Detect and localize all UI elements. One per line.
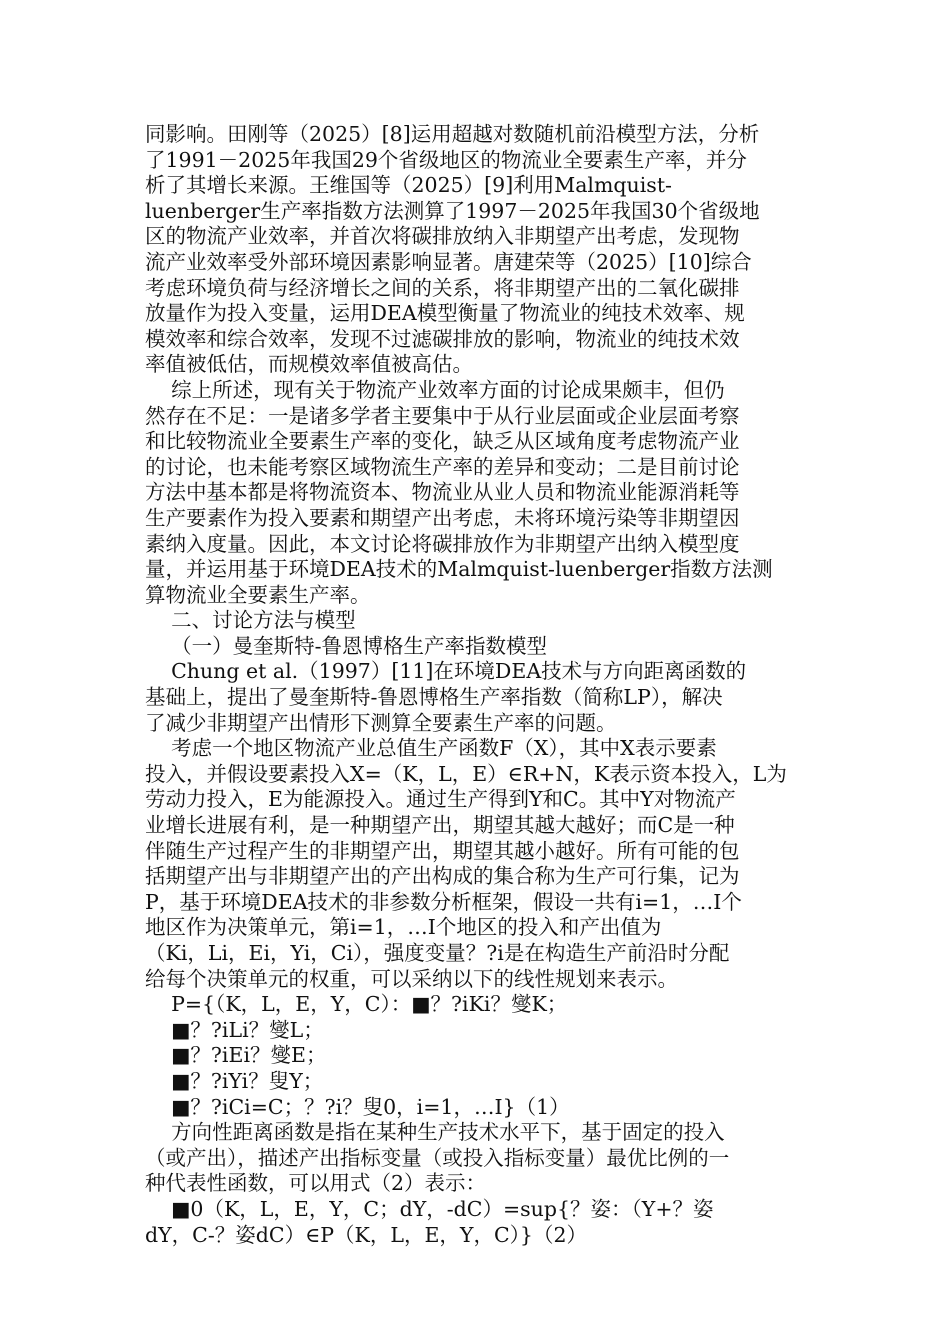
text-line: ■？?iEi？燮E； bbox=[145, 1043, 327, 1068]
text-line: 了1991－2025年我国29个省级地区的物流业全要素生产率，并分 bbox=[145, 147, 747, 172]
text-line: Chung et al.（1997）[11]在环境DEA技术与方向距离函数的 bbox=[145, 659, 747, 684]
text-line: dY，C-？姿dC）∈P（K，L，E，Y，C）}（2） bbox=[145, 1222, 587, 1247]
text-line: （或产出），描述产出指标变量（或投入指标变量）最优比例的一 bbox=[145, 1145, 730, 1170]
text-line: 投入，并假设要素投入X=（K，L，E）∈R+N，K表示资本投入，L为 bbox=[145, 761, 787, 786]
text-line: 放量作为投入变量，运用DEA模型衡量了物流业的纯技术效率、规 bbox=[145, 301, 745, 326]
text-line: 括期望产出与非期望产出的产出构成的集合称为生产可行集，记为 bbox=[145, 864, 740, 889]
text-line: （Ki，Li，Ei，Yi，Ci），强度变量？?i是在构造生产前沿时分配 bbox=[145, 941, 730, 965]
text-line: 素纳入度量。因此，本文讨论将碳排放作为非期望产出纳入模型度 bbox=[145, 531, 740, 556]
text-line: 方法中基本都是将物流资本、物流业从业人员和物流业能源消耗等 bbox=[145, 480, 740, 505]
text-line: 地区作为决策单元，第i=1，…I个地区的投入和产出值为 bbox=[145, 915, 662, 940]
text-line: 析了其增长来源。王维国等（2025）[9]利用Malmquist- bbox=[145, 173, 672, 198]
text-line: 方向性距离函数是指在某种生产技术水平下，基于固定的投入 bbox=[145, 1120, 725, 1145]
text-line: 考虑环境负荷与经济增长之间的关系，将非期望产出的二氧化碳排 bbox=[145, 275, 740, 300]
text-line: 给每个决策单元的权重，可以采纳以下的线性规划来表示。 bbox=[145, 966, 678, 991]
text-line: 劳动力投入，E为能源投入。通过生产得到Y和C。其中Y对物流产 bbox=[145, 787, 736, 812]
text-line: ■0（K，L，E，Y，C；dY，-dC）=sup{？姿：（Y+？姿 bbox=[145, 1196, 714, 1221]
text-line: 流产业效率受外部环境因素影响显著。唐建荣等（2025）[10]综合 bbox=[145, 249, 752, 274]
text-line: 业增长进展有利，是一种期望产出，期望其越大越好；而C是一种 bbox=[145, 813, 735, 838]
text-line: 同影响。田刚等（2025）[8]运用超越对数随机前沿模型方法，分析 bbox=[145, 122, 760, 146]
text-line: 量，并运用基于环境DEA技术的Malmquist-luenberger指数方法测 bbox=[145, 557, 773, 582]
text-line: 然存在不足：一是诸多学者主要集中于从行业层面或企业层面考察 bbox=[145, 403, 740, 428]
text-line: （一）曼奎斯特-鲁恩博格生产率指数模型 bbox=[145, 633, 547, 658]
text-line: luenberger生产率指数方法测算了1997－2025年我国30个省级地 bbox=[145, 198, 760, 223]
text-line: ■？?iLi？燮L； bbox=[145, 1017, 324, 1042]
text-line: 考虑一个地区物流产业总值生产函数F（X），其中X表示要素 bbox=[145, 736, 717, 761]
text-line: ■？?iCi=C；？?i？叟0，i=1，…I}（1） bbox=[145, 1094, 570, 1119]
text-line: ■？?iYi？叟Y； bbox=[145, 1068, 324, 1093]
text-line: 区的物流产业效率，并首次将碳排放纳入非期望产出考虑，发现物 bbox=[145, 224, 740, 249]
text-line: 的讨论，也未能考察区域物流生产率的差异和变动；二是目前讨论 bbox=[145, 454, 740, 479]
text-line: 和比较物流业全要素生产率的变化，缺乏从区域角度考虑物流产业 bbox=[145, 429, 740, 454]
text-line: 模效率和综合效率，发现不过滤碳排放的影响，物流业的纯技术效 bbox=[145, 326, 740, 351]
text-line: 种代表性函数，可以用式（2）表示： bbox=[145, 1171, 487, 1196]
text-line: 生产要素作为投入要素和期望产出考虑，未将环境污染等非期望因 bbox=[145, 505, 740, 530]
text-line: 基础上，提出了曼奎斯特-鲁恩博格生产率指数（简称LP），解决 bbox=[145, 685, 723, 710]
text-line: 算物流业全要素生产率。 bbox=[145, 582, 371, 607]
text-line: 二、讨论方法与模型 bbox=[145, 608, 356, 633]
text-line: 了减少非期望产出情形下测算全要素生产率的问题。 bbox=[145, 710, 617, 735]
text-line: 综上所述，现有关于物流产业效率方面的讨论成果颇丰，但仍 bbox=[145, 377, 725, 402]
text-line: 伴随生产过程产生的非期望产出，期望其越小越好。所有可能的包 bbox=[145, 838, 740, 863]
text-line: P={（K，L，E，Y，C）：■？?iKi？燮K； bbox=[145, 992, 568, 1017]
text-line: 率值被低估，而规模效率值被高估。 bbox=[145, 352, 473, 377]
body-text bbox=[145, 122, 805, 1248]
text-line: P，基于环境DEA技术的非参数分析框架，假设一共有i=1，…I个 bbox=[145, 889, 742, 914]
